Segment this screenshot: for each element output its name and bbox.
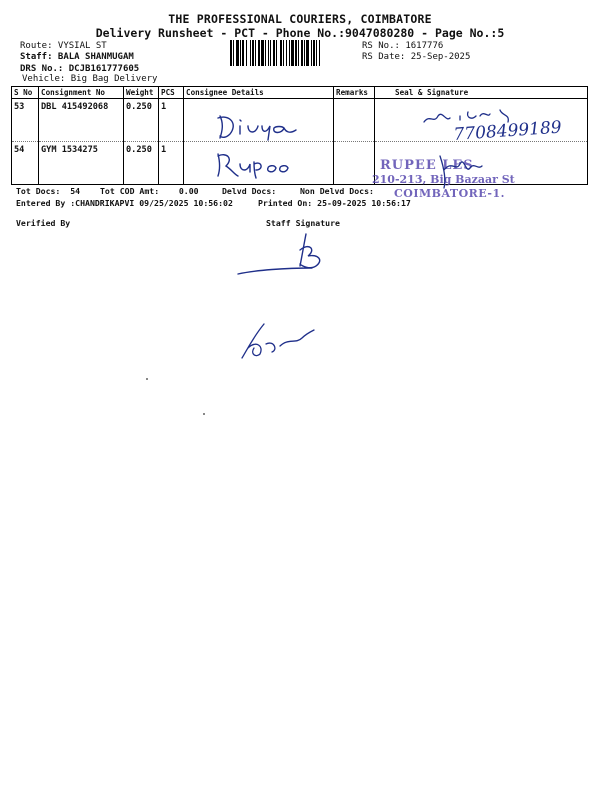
cell-consignment: DBL 415492068 bbox=[39, 99, 124, 142]
company-title: THE PROFESSIONAL COURIERS, COIMBATORE bbox=[168, 12, 432, 26]
vehicle-label: Vehicle: Big Bag Delivery bbox=[22, 74, 158, 84]
tot-cod-value: 0.00 bbox=[178, 186, 199, 196]
rs-date: RS Date: 25-Sep-2025 bbox=[362, 52, 471, 62]
cell-sno: 54 bbox=[12, 142, 39, 185]
cell-remarks bbox=[334, 142, 375, 185]
verifier-signature bbox=[238, 318, 322, 362]
tot-cod-label: Tot COD Amt: bbox=[100, 186, 160, 196]
cell-pcs: 1 bbox=[159, 142, 184, 185]
cell-weight: 0.250 bbox=[124, 99, 159, 142]
col-remarks-header: Remarks bbox=[334, 87, 375, 99]
consignee-signature-divya bbox=[212, 110, 312, 144]
recipient-signature-phone bbox=[420, 106, 590, 150]
delvd-docs-label: Delvd Docs: bbox=[222, 186, 277, 196]
staff-signature bbox=[236, 230, 336, 280]
stamp-line-2: 210-213, Big Bazaar St bbox=[372, 173, 515, 186]
stamp-signature bbox=[430, 150, 500, 192]
staff-signature-label: Staff Signature bbox=[266, 218, 340, 228]
col-consignee-header: Consignee Details bbox=[184, 87, 334, 99]
tot-docs-value: 54 bbox=[70, 186, 81, 196]
col-pcs-header: PCS bbox=[159, 87, 184, 99]
runsheet-subtitle: Delivery Runsheet - PCT - Phone No.:9047080280 - Page No.:5 bbox=[95, 26, 505, 40]
entered-by: Entered By :CHANDRIKAPVI 09/25/2025 10:56:02 bbox=[16, 198, 233, 208]
tot-docs-label: Tot Docs: bbox=[16, 186, 61, 196]
cell-weight: 0.250 bbox=[124, 142, 159, 185]
cell-sno: 53 bbox=[12, 99, 39, 142]
verified-by-label: Verified By bbox=[16, 218, 71, 228]
table-header-row bbox=[12, 87, 588, 99]
col-consignment-header: Consignment No bbox=[39, 87, 124, 99]
tot-cod bbox=[100, 186, 199, 196]
stamp-line-1: RUPEE LES bbox=[380, 158, 474, 173]
col-weight-header: Weight bbox=[124, 87, 159, 99]
staff-label: Staff: BALA SHANMUGAM bbox=[20, 52, 134, 62]
drs-number: DRS No.: DCJB161777605 bbox=[20, 64, 140, 74]
scan-speck bbox=[146, 378, 148, 380]
rs-number: RS No.: 1617776 bbox=[362, 41, 444, 51]
route-label: Route: VYSIAL ST bbox=[20, 41, 107, 51]
svg-text:7708499189: 7708499189 bbox=[452, 117, 563, 145]
consignee-signature-rupee bbox=[212, 150, 302, 180]
non-delvd-docs-label: Non Delvd Docs: bbox=[300, 186, 374, 196]
cell-remarks bbox=[334, 99, 375, 142]
stamp-line-3: COIMBATORE-1. bbox=[394, 187, 505, 200]
col-sno-header: S No bbox=[12, 87, 39, 99]
printed-on: Printed On: 25-09-2025 10:56:17 bbox=[258, 198, 411, 208]
tot-docs bbox=[16, 186, 80, 196]
col-seal-header: Seal & Signature bbox=[375, 87, 588, 99]
barcode-image bbox=[230, 40, 358, 66]
cell-consignment: GYM 1534275 bbox=[39, 142, 124, 185]
scan-speck bbox=[203, 413, 205, 415]
cell-pcs: 1 bbox=[159, 99, 184, 142]
